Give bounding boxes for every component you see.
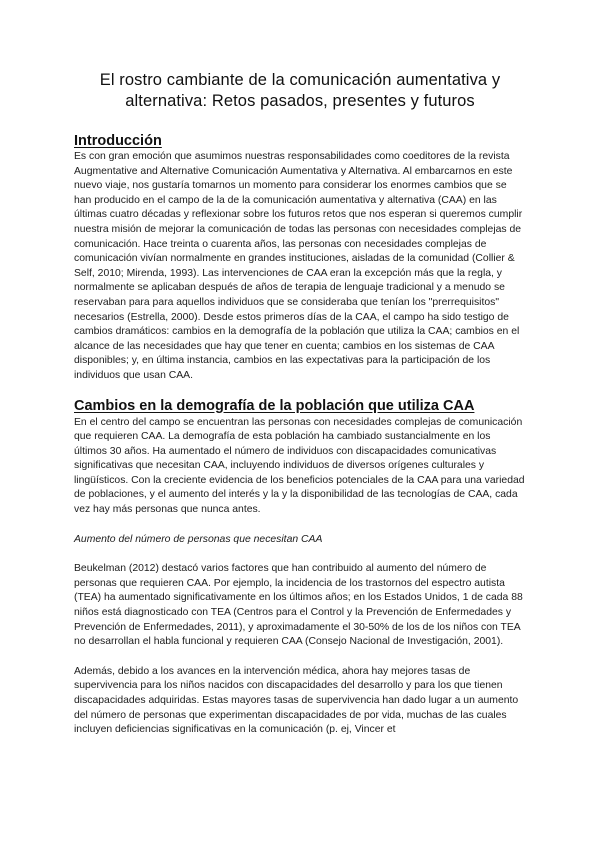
document-title-line-2: alternativa: Retos pasados, presentes y futuros xyxy=(125,92,475,110)
medical-advances-paragraph: Además, debido a los avances en la intervención médica, ahora hay mejores tasas de supervivencia para los niños nacidos con discapacidades del desarrollo y para los que tienen discapacidades adquiridas. Estas mayores tasas de supervivencia han dado lugar a un aumento del número de personas que experimentan discapacidades de por vida, muchas de las cuales incluyen deficiencias significativas en la comunicación (p. ej, Vincer et xyxy=(74,665,519,736)
document-title xyxy=(74,70,526,112)
section-heading-demographics: Cambios en la demografía de la población que utiliza CAA xyxy=(74,397,475,414)
beukelman-paragraph: Beukelman (2012) destacó varios factores que han contribuido al aumento del número de personas que requieren CAA. Por ejemplo, la incidencia de los trastornos del espectro autista (TEA) ha aumentado significativamente en los últimos años; en los Estados Unidos, 1 de cada 88 niños está diagnosticado con TEA (Centros para el Control y la Prevención de Enfermedades y Prevención de Enfermedades, 2011), y aproximadamente el 30-50% de los de los niños con TEA no desarrollan el habla funcional y requieren CAA (Consejo Nacional de Investigación, 2001). xyxy=(74,563,523,648)
section-heading-introduction: Introducción xyxy=(74,133,162,149)
document-title-line-1: El rostro cambiante de la comunicación aumentativa y xyxy=(99,71,501,89)
demographics-paragraph: En el centro del campo se encuentran las personas con necesidades complejas de comunicación que requieren CAA. La demografía de esta población ha cambiado sustancialmente en los últimos 30 años. Ha aumentado el número de individuos con discapacidades comunicativas significativas que necesitan CAA, incluyendo individuos de diversos orígenes culturales y lingüísticos. Con la creciente evidencia de los beneficios potenciales de la CAA para una variedad de poblaciones, y el aumento del interés y la y la disponibilidad de las tecnologías de CAA, cada vez hay más personas que nunca antes. xyxy=(74,416,525,516)
introduction-paragraph: Es con gran emoción que asumimos nuestras responsabilidades como coeditores de la revista Augmentative and Alternative Comunicación Aumentativa y Alternativa. Al embarcarnos en este nuevo viaje, nos gustaría tomarnos un momento para considerar los enormes cambios que se han producido en el campo de la de la comunicación aumentativa y alternativa (CAA) en las últimas cuatro décadas y reflexionar sobre los futuros retos que nos esperan si queremos cumplir nuestra misión de mejorar la comunicación de todas las personas con necesidades complejas de comunicación. Hace treinta o cuarenta años, las personas con necesidades complejas de comunicación vivían normalmente en grandes instituciones, aisladas de la comunidad (Collier & Self, 2010; Mirenda, 1993). Las intervenciones de CAA eran la excepción más que la regla, y normalmente se aplicaban después de años de terapia de lenguaje tradicional y a menudo se reservaban para para aquellos individuos que se consideraba que tenían los "prerrequisitos" necesarios (Estrella, 2000). Desde estos primeros días de la CAA, el campo ha sido testigo de cambios dramáticos: cambios en la demografía de la población que utiliza la CAA; cambios en el alcance de las necesidades que hay que tener en cuenta; cambios en los sistemas de CAA disponibles; y, en última instancia, cambios en las expectativas para la participación de los individuos que usan CAA. xyxy=(74,151,523,381)
subsection-heading-increase: Aumento del número de personas que necesitan CAA xyxy=(74,533,323,545)
